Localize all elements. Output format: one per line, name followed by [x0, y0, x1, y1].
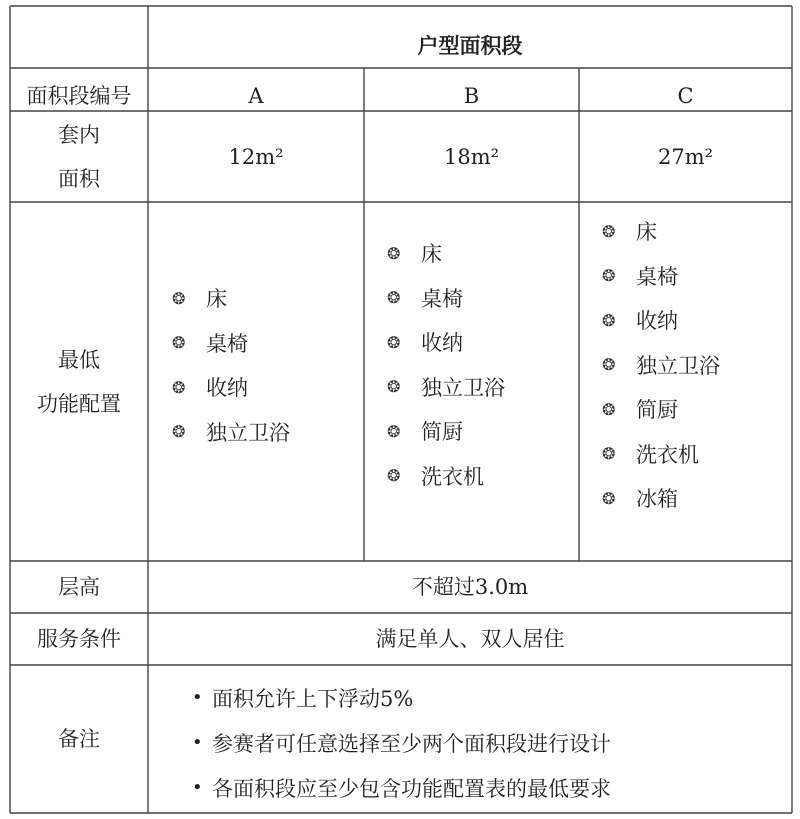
config-item	[172, 321, 290, 366]
config-item	[602, 432, 720, 477]
code-b: B	[463, 83, 480, 108]
note-item	[192, 720, 611, 765]
config-item	[172, 365, 290, 410]
gear-icon: ❂	[602, 399, 616, 419]
config-item-label: 收纳	[421, 331, 463, 356]
height-value: 不超过3.0m	[411, 575, 529, 599]
config-item	[387, 409, 505, 454]
note-text: 各面积段应至少包含功能配置表的最低要求	[212, 776, 611, 801]
config-list-c	[602, 209, 720, 521]
service-value: 满足单人、双人居住	[375, 627, 565, 651]
config-item-label: 冰箱	[636, 487, 678, 512]
service-row-label: 服务条件	[37, 627, 121, 651]
gear-icon: ❂	[602, 488, 616, 508]
config-item	[602, 476, 720, 521]
config-item	[387, 365, 505, 410]
code-a: A	[248, 83, 264, 108]
config-item-label: 简厨	[636, 398, 678, 423]
gear-icon: ❂	[172, 422, 186, 442]
config-item	[387, 454, 505, 499]
gear-icon: ❂	[602, 355, 616, 375]
area-label-line1: 套内	[58, 122, 100, 147]
gear-icon: ❂	[602, 221, 616, 241]
config-item	[172, 410, 290, 455]
height-row-label: 层高	[58, 575, 100, 599]
gear-icon: ❂	[387, 332, 401, 352]
bullet-icon: •	[192, 732, 203, 753]
config-list-b	[387, 231, 505, 498]
config-item	[602, 387, 720, 432]
config-item-label: 床	[206, 287, 227, 312]
config-item	[387, 320, 505, 365]
config-list-a	[172, 276, 290, 454]
note-item	[192, 675, 611, 720]
config-item-label: 独立卫浴	[206, 420, 290, 445]
gear-icon: ❂	[387, 288, 401, 308]
config-item-label: 洗衣机	[421, 464, 484, 489]
config-item-label: 独立卫浴	[421, 375, 505, 400]
gear-icon: ❂	[172, 377, 186, 397]
bullet-icon: •	[192, 777, 203, 798]
config-item-label: 洗衣机	[636, 442, 699, 467]
gear-icon: ❂	[387, 243, 401, 263]
note-text: 参赛者可任意选择至少两个面积段进行设计	[212, 731, 611, 756]
gear-icon: ❂	[602, 444, 616, 464]
area-a: 12m²	[228, 144, 284, 169]
config-item-label: 桌椅	[636, 264, 678, 289]
config-item	[602, 298, 720, 343]
config-item-label: 桌椅	[206, 331, 248, 356]
config-item	[602, 209, 720, 254]
code-c: C	[677, 83, 694, 108]
notes-list	[192, 675, 611, 810]
config-label-line1: 最低	[58, 347, 100, 372]
config-item	[387, 231, 505, 276]
note-item	[192, 765, 611, 810]
note-text: 面积允许上下浮动5%	[212, 686, 414, 711]
config-item	[602, 254, 720, 299]
gear-icon: ❂	[602, 266, 616, 286]
bullet-icon: •	[192, 687, 203, 708]
gear-icon: ❂	[387, 377, 401, 397]
area-c: 27m²	[657, 144, 714, 169]
config-item-label: 独立卫浴	[636, 353, 720, 378]
config-label-line2: 功能配置	[37, 391, 121, 416]
config-item-label: 收纳	[206, 376, 248, 401]
config-item	[387, 276, 505, 321]
gear-icon: ❂	[602, 310, 616, 330]
config-item-label: 床	[636, 220, 657, 245]
notes-row-label: 备注	[58, 727, 100, 751]
config-item-label: 简厨	[421, 420, 463, 445]
config-item-label: 收纳	[636, 309, 678, 334]
config-item-label: 床	[421, 242, 442, 267]
gear-icon: ❂	[387, 466, 401, 486]
code-row-label: 面积段编号	[26, 83, 132, 108]
config-row-label	[10, 202, 148, 561]
config-item-label: 桌椅	[421, 286, 463, 311]
area-b: 18m²	[443, 144, 500, 169]
table-title: 户型面积段	[417, 33, 523, 58]
area-label-line2: 面积	[58, 166, 100, 191]
gear-icon: ❂	[387, 421, 401, 441]
config-item	[172, 276, 290, 321]
gear-icon: ❂	[172, 333, 186, 353]
config-item	[602, 343, 720, 388]
gear-icon: ❂	[172, 288, 186, 308]
area-row-label	[10, 111, 148, 202]
